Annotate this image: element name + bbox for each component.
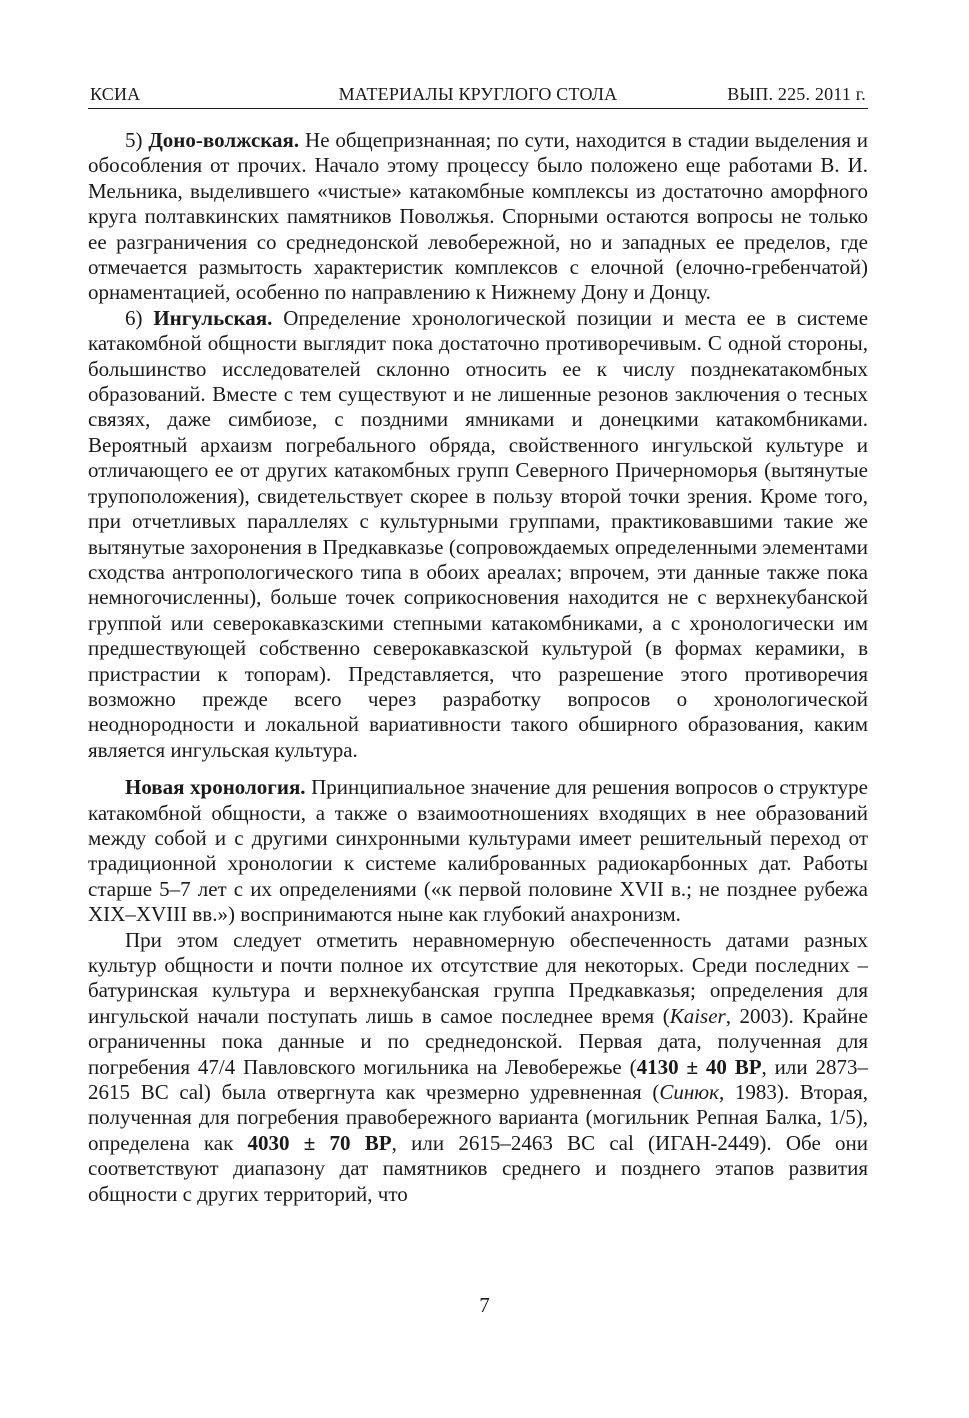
body-text	[88, 128, 868, 1207]
journal-abbrev: КСИА	[90, 84, 141, 104]
paragraph-new-chronology	[88, 775, 868, 927]
radiocarbon-date: 4130 ± 40 BP	[636, 1054, 762, 1079]
culture-heading: Ингульская.	[153, 305, 273, 330]
text-run: , 2003). Крайне ограниченны пока данные и по среднедонской. Первая дата, полученная для погребения 47/4 Павловского могильника на Левобережье (	[88, 1003, 868, 1079]
paragraph-ingul	[88, 306, 868, 763]
paragraph-text: Определение хронологической позиции и места ее в системе катакомбной общности выглядит пока достаточно противоречивым. С одной стороны, большинство исследователей склонно относить ее к числу позднекатакомбных образований. Вместе с тем существуют и не лишенные резонов заключения о тесных связях, даже симбиозе, с поздними ямниками и донецкими катакомбниками. Вероятный архаизм погребального обряда, свойственного ингульской культуре и отличающего ее от других катакомбных групп Северного Причерноморья (вытянутые трупоположения), свидетельствует скорее в пользу второй точки зрения. Кроме того, при отчетливых параллелях с культурными группами, практиковавшими такие же вытянутые захоронения в Предкавказье (сопровождаемых определенными элементами сходства антропологического типа в обоих ареалах; впрочем, эти данные также пока немногочисленны), больше точек соприкосновения находится не с верхнекубанской группой или северокавказскими степными катакомбниками, а с хронологически им предшествующей собственно северокавказской культурой (в формах керамики, в пристрастии к топорам). Представляется, что разрешение этого противоречия возможно прежде всего через разработку вопросов о хронологической неоднородности и локальной вариативности такого обширного образования, каким является ингульская культура.	[88, 305, 869, 762]
culture-heading: Доно-волжская.	[148, 128, 300, 152]
section-title: МАТЕРИАЛЫ КРУГЛОГО СТОЛА	[338, 84, 618, 104]
section-heading: Новая хронология.	[125, 775, 306, 800]
text-run: , 1983). Вторая, полученная для погребения правобережного варианта (могильник Репная Балка, 1/5), определена как	[88, 1080, 868, 1155]
paragraph-text: Принципиальное значение для решения вопросов о структуре катакомбной общности, а также о взаимоотношениях входящих в нее образований между собой и с другими синхронными культурами имеет решительный переход от традиционной хронологии к системе калиброванных радиокарбонных дат. Работы старше 5–7 лет с их определениями («к первой половине XVII в.; не позднее рубежа XIX–XVIII вв.») воспринимаются ныне как глубокий анахронизм.	[88, 775, 868, 927]
paragraph-don-volga	[88, 128, 868, 306]
paragraph-number: 6)	[125, 305, 154, 330]
citation-author: Синюк	[659, 1080, 719, 1105]
radiocarbon-date: 4030 ± 70 BP	[247, 1130, 392, 1155]
paragraph-text: Не общепризнанная; по сути, находится в стадии выделения и обособления от прочих. Начало этому процессу было положено еще работами В. И. Мельника, выделившего «чистые» катакомбные комплексы из достаточно аморфного круга полтавкинских памятников Поволжья. Спорными остаются вопросы не только ее разграничения со среднедонской левобережной, но и западных ее пределов, где отмечается размытость характеристик комплексов с елочной (елочно-гребенчатой) орнаментацией, особенно по направлению к Нижнему Дону и Донцу.	[88, 128, 868, 305]
issue-info: ВЫП. 225. 2011 г.	[727, 84, 866, 104]
citation-author: Kaiser	[669, 1003, 726, 1028]
text-run: , или 2873–2615 BC cal) была отвергнута как чрезмерно удревненная (	[88, 1054, 868, 1105]
paragraph-dates	[88, 928, 868, 1207]
text-run: , или 2615–2463 BC cal (ИГАН-2449). Обе они соответствуют диапазону дат памятников среднего и позднего этапов развития общности с других территорий, что	[88, 1130, 868, 1206]
running-header	[88, 82, 868, 109]
text-run: При этом следует отметить неравномерную обеспеченность датами разных культур общности и почти полное их отсутствие для некоторых. Среди последних – батуринская культура и верхнекубанская группа Предкавказья; определения для ингульской начали поступать лишь в самое последнее время (	[88, 927, 868, 1028]
page-number: 7	[479, 1293, 490, 1317]
paragraph-number: 5)	[125, 128, 149, 152]
